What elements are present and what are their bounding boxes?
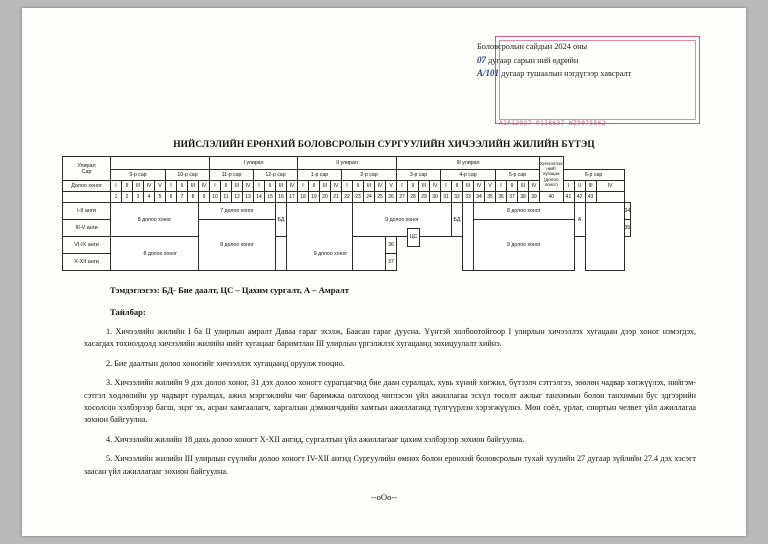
week-number: 6 [166,192,177,203]
week-number: 40 [540,192,564,203]
header-line-2 [477,54,729,68]
ink-month: 07 [477,54,486,65]
week-cell: II [309,181,320,192]
quarter-blank-cell [111,157,210,170]
total-weeks-value: 34 [624,203,631,220]
explanation-paragraphs [84,326,696,485]
header-line-3 [477,67,729,81]
paragraph-5: 5. Хичээлийн жилийн III улирлын сүүлийн долоо хоногт IV-XII ангид Сургуулийн өмнөх болон ерөнхий боловсролын тухай хуулийн 27 дугаар зүйлийн 27.4 дэх хэсэгт заасан үйл ажиллагааг зохион байгуулна. [84,454,696,476]
quarter-label-3: III улирал [397,157,540,170]
week-number: 31 [441,192,452,203]
week-number: 14 [254,192,265,203]
schedule-table [62,156,631,271]
numbering-row-label [63,192,111,203]
total-header-l2: нийт [546,166,557,172]
header-text-lines [477,40,729,81]
week-number: 12 [232,192,243,203]
week-cell: III [133,181,144,192]
week-cell: I [441,181,452,192]
week-number: 38 [518,192,529,203]
week-number: 27 [397,192,408,203]
month-label-11: 11-р сар [210,170,254,181]
week-cell: II [507,181,518,192]
week-cell: IV [287,181,298,192]
band-9weeks: 9 долоо хоног [474,220,575,271]
week-number: 33 [463,192,474,203]
week-cell: I [563,181,574,192]
total-header-l4: (долоо [544,176,559,182]
total-col-blank [596,192,624,203]
header-line-1: Боловсролын сайдын 2024 оны [477,42,588,51]
week-number: 26 [386,192,397,203]
corner-label-quarter: Улирал [77,162,96,169]
table-row [63,203,631,220]
week-cell: IV [596,181,624,192]
month-label-6: 6-р сар [563,170,624,181]
week-number: 16 [276,192,287,203]
week-number: 41 [563,192,574,203]
band-8weeks: 8 долоо хоног [111,203,199,237]
legend: Тэмдэглэгээ: БД- Бие даалт, ЦС – Цахим сургалт, А – Амралт [110,285,349,295]
week-cell: V [386,181,397,192]
explanation-title: Тайлбар: [110,307,146,317]
week-cell: II [353,181,364,192]
week-cell: III [463,181,474,192]
week-number: 34 [474,192,485,203]
band-8weeks: 8 долоо хоног [199,220,276,271]
week-number: 7 [177,192,188,203]
month-label-10: 10-р сар [166,170,210,181]
month-label-2: 2-р сар [342,170,397,181]
ink-order-no: A/101 [477,68,500,78]
band-9weeks: 9 долоо хоног [276,237,386,271]
week-number: 24 [364,192,375,203]
week-number: 2 [122,192,133,203]
band-break-3 [585,203,624,271]
month-label-5: 5-р сар [496,170,540,181]
band-9weeks: 9 долоо хоног [353,203,452,237]
week-number: 37 [507,192,518,203]
week-cell: I [210,181,221,192]
month-label-3: 3-р сар [397,170,441,181]
total-weeks-value: 35 [624,220,631,237]
week-number: 22 [342,192,353,203]
paragraph-3: 3. Хичээлийн жилийн 9 дэх долоо хоног, 31 дэх долоо хоногт сурагцагчид бие даан суралцах, хувь хүний хөгжил, бүтээлч сэтгэлгээ, зөөлөн чадвар хөгжүүлэх, нийгэм-сэтгэл хөдлөлийн ур чадварт суралцах, ажил мэргэжлийн чиг баримжаа олгохоод чиглэсэн үйл ажиллагаа эсхүл төсөлт ажлыг танхимын болон танхимын бус эдгээрийн хосолсон хэлбэрээр багш, эцэг эх, асран хамгаалагч, харгалзан дэмжигчдийн хамтын ажиллаганд түлгүүрлэн хэрэгжүүлнэ. Мөн соёл, урлаг, спортын челвет үйл ажиллагаа зохион байгуулна. [84,378,696,425]
grade-label: I-II анги [63,203,111,220]
week-number: 30 [430,192,441,203]
week-cell: II [221,181,232,192]
band-a: А [574,203,585,237]
week-number: 15 [265,192,276,203]
paragraph-1: 1. Хичээлийн жилийн I ба II улирлын амралт Даваа гараг эхэлж, Баасан гараг дуусна. Үүнтэй холбоотойгоор I улирлын хичээллэх хугацаан дээр хоног нэмэгдэх, хасагдах тохиолдолд хичээлийн жилийн нийт хугацааг баримтлан III улирлын үргэлжлэх хугацаанд зохицуулалт хийнэ. [84,327,696,349]
week-number: 8 [188,192,199,203]
week-cell: IV [144,181,155,192]
week-number: 11 [221,192,232,203]
week-number: 20 [320,192,331,203]
week-cell: I [496,181,507,192]
corner-label-month: Сар [81,168,92,175]
band-bd: БД [276,203,287,237]
week-number: 18 [298,192,309,203]
week-number: 13 [243,192,254,203]
week-cell: III [364,181,375,192]
total-header-l3: хугацаа [543,171,560,177]
week-number: 4 [144,192,155,203]
week-cell: II [122,181,133,192]
week-number: 3 [133,192,144,203]
quarter-label-1: I улирал [210,157,298,170]
paragraph-4: 4. Хичээлийн жилийн 18 дахь долоо хоногт Х-XII ангид, сургалтын үйл ажиллагааг цахим хэлбэрээр зохион байгуулна. [106,434,525,444]
week-cell: IV [375,181,386,192]
week-cell: I [342,181,353,192]
week-cell: V [485,181,496,192]
band-bd: БД [452,203,463,237]
week-number: 36 [496,192,507,203]
week-cell: III [585,181,596,192]
week-number: 29 [419,192,430,203]
week-cell: III [518,181,529,192]
week-cell: III [276,181,287,192]
week-number: 10 [210,192,221,203]
week-cell: II [177,181,188,192]
grade-label: X-XII анги [63,254,111,271]
band-7weeks: 7 долоо хоног [199,203,276,220]
week-cell: III [320,181,331,192]
band-ts: ЦС [407,228,420,247]
week-number: 32 [452,192,463,203]
week-cell: IV [529,181,540,192]
paragraph-2: 2. Бие даалтын долоо хоногийг хичээллэх хугацаанд оруулж тооцно. [106,358,345,368]
total-weeks-value: 37 [386,254,397,271]
week-number: 5 [155,192,166,203]
week-number: 39 [529,192,540,203]
week-number: 25 [375,192,386,203]
month-label-1: 1-р сар [298,170,342,181]
page-title: НИЙСЛЭЛИЙН ЕРӨНХИЙ БОЛОВСРОЛЫН СУРГУУЛИЙН ХИЧЭЭЛИЙН ЖИЛИЙН БҮТЭЦ [173,140,595,150]
week-number: 17 [287,192,298,203]
band-8weeks: 8 долоо хоног [111,237,210,271]
week-number: 1 [111,192,122,203]
week-cell: IV [331,181,342,192]
week-cell: II [452,181,463,192]
week-number: 9 [199,192,210,203]
week-cell: I [397,181,408,192]
header-line-3-text: дугаар тушаалын нэгдүгээр хавсралт [501,69,632,78]
week-cell: I [166,181,177,192]
week-number: 23 [353,192,364,203]
stamp-code: A1A12937 9116637 WZ9075562 [499,120,606,127]
total-weeks-header [540,157,564,192]
week-cell: III [419,181,430,192]
week-cell: IV [474,181,485,192]
total-header-l5: хоног) [544,181,558,187]
grade-label: VI-IX анги [63,237,111,254]
month-label-4: 4-р сар [441,170,496,181]
total-header-l1: Хичээллэх [540,160,563,166]
table-corner-label [63,157,111,181]
end-mark: --оОо-- [371,492,397,502]
school-year-structure-table [62,156,631,271]
week-cell: II [574,181,585,192]
week-number: 28 [408,192,419,203]
week-cell: I [298,181,309,192]
week-number: 42 [574,192,585,203]
quarter-label-2: II улирал [298,157,397,170]
total-weeks-value: 36 [386,237,397,254]
header-line-2-text: дугаар сарын ний өдрийн [488,55,579,65]
week-cell: IV [243,181,254,192]
week-number: 19 [309,192,320,203]
band-break-2 [463,203,474,271]
week-cell: IV [199,181,210,192]
week-cell: IV [430,181,441,192]
week-cell: V [155,181,166,192]
month-label-9: 9-р сар [111,170,166,181]
header-stamp-block [477,36,727,131]
week-cell: III [232,181,243,192]
week-cell: I [254,181,265,192]
week-number: 35 [485,192,496,203]
grade-label: III-V анги [63,220,111,237]
week-cell: II [265,181,276,192]
week-cell: II [408,181,419,192]
week-number: 21 [331,192,342,203]
week-row-label: Долоо хоног [63,181,111,192]
document-page [22,8,746,536]
band-8weeks: 8 долоо хоног [474,203,575,220]
week-number: 43 [585,192,596,203]
week-cell: III [188,181,199,192]
week-cell: I [111,181,122,192]
month-label-12: 12-р сар [254,170,298,181]
